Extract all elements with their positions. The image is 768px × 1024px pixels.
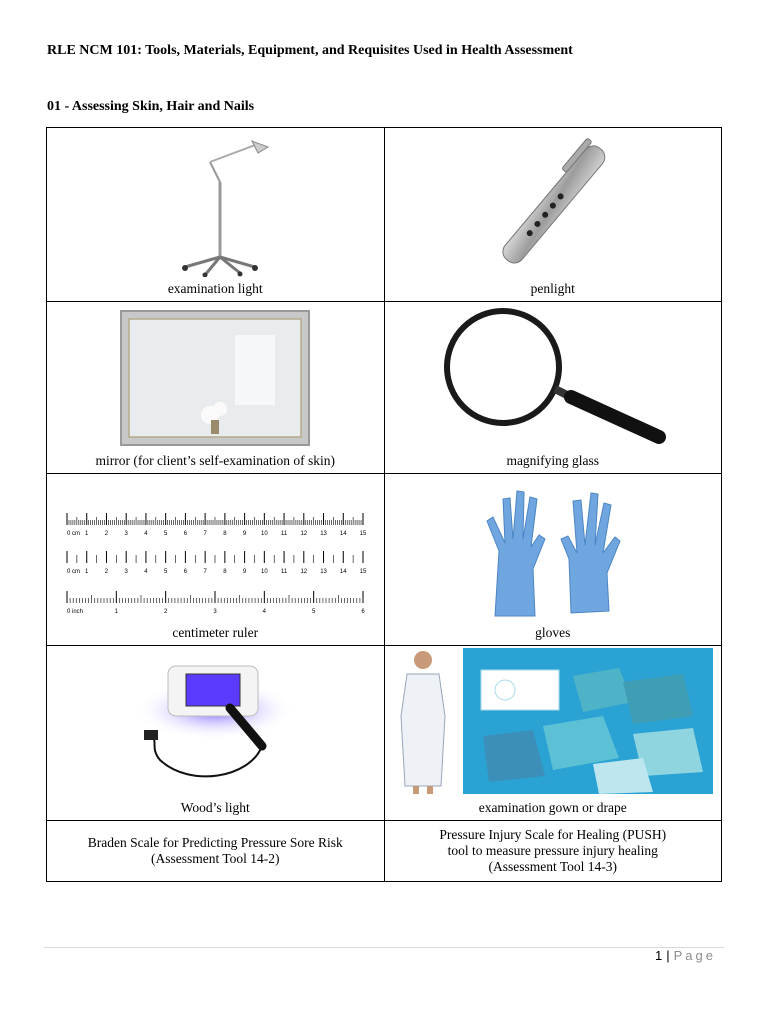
page-number: 1 (655, 948, 663, 963)
cm-scale-coarse (67, 551, 367, 575)
page-label: Page (673, 948, 716, 963)
ruler-tick-label: 5 (312, 609, 316, 615)
tool-caption: magnifying glass (506, 453, 600, 468)
ruler-tick-label: 5 (164, 531, 168, 537)
ruler-tick-label: 9 (243, 531, 247, 537)
tool-cell-examination-light (47, 128, 385, 302)
tool-caption: penlight (530, 281, 575, 296)
mirror-image (115, 305, 315, 449)
ruler-tick-label: 6 (361, 609, 365, 615)
ruler-tick-label: 4 (144, 569, 148, 575)
ruler-tick-label: 0 cm (67, 531, 81, 537)
ruler-tick-label: 14 (340, 531, 347, 537)
tool-cell-mirror (47, 302, 385, 474)
braden-scale-text: Braden Scale for Predicting Pressure Sore Risk (Assessment Tool 14-2) (87, 835, 343, 866)
ruler-tick-label: 15 (359, 569, 367, 575)
section-heading: 01 - Assessing Skin, Hair and Nails (47, 99, 255, 114)
ruler-tick-label: 11 (281, 569, 288, 575)
ruler-tick-label: 6 (183, 531, 188, 537)
tool-caption: Wood’s light (180, 800, 250, 815)
ruler-tick-label: 7 (203, 531, 208, 537)
penlight-image (468, 137, 638, 277)
tool-caption: gloves (535, 625, 571, 640)
ruler-tick-label: 5 (164, 569, 168, 575)
magnifying-glass-image (433, 305, 673, 449)
ruler-tick-label: 14 (340, 569, 347, 575)
ruler-tick-label: 1 (85, 569, 89, 575)
ruler-tick-label: 4 (262, 609, 267, 615)
push-tool-text: Pressure Injury Scale for Healing (PUSH) tool to measure pressure injury healing (Assessment Tool 14-3) (439, 827, 667, 874)
ruler-tick-label: 0 inch (67, 609, 84, 615)
cm-scale-fine (67, 513, 367, 537)
tool-caption: centimeter ruler (172, 625, 259, 640)
footer-divider (44, 947, 724, 948)
table-row (47, 128, 722, 302)
tools-table (46, 127, 722, 882)
ruler-tick-label: 15 (359, 531, 367, 537)
ruler-tick-label: 10 (261, 569, 268, 575)
ruler-tick-label: 2 (105, 569, 109, 575)
push-tool-cell (384, 821, 722, 882)
woods-light-image (130, 648, 300, 796)
table-row (47, 474, 722, 646)
tool-cell-gloves (384, 474, 722, 646)
tool-cell-magnifying-glass (384, 302, 722, 474)
table-row (47, 646, 722, 821)
document-title: RLE NCM 101: Tools, Materials, Equipment, and Requisites Used in Health Assessment (47, 43, 573, 58)
ruler-tick-label: 1 (114, 609, 119, 615)
ruler-tick-label: 2 (105, 531, 109, 537)
examination-light-image (140, 137, 290, 277)
centimeter-ruler-image (55, 501, 375, 621)
page-footer (655, 948, 716, 963)
ruler-tick-label: 10 (261, 531, 268, 537)
tool-caption: mirror (for client’s self-examination of skin) (95, 453, 336, 468)
ruler-tick-label: 3 (124, 531, 129, 537)
tool-caption: examination gown or drape (478, 800, 627, 815)
ruler-tick-label: 12 (300, 569, 308, 575)
ruler-tick-label: 6 (183, 569, 188, 575)
ruler-tick-label: 3 (124, 569, 129, 575)
inch-scale (67, 591, 365, 615)
ruler-tick-label: 0 cm (67, 569, 81, 575)
tool-cell-woods-light (47, 646, 385, 821)
ruler-tick-label: 2 (164, 609, 168, 615)
tool-cell-penlight (384, 128, 722, 302)
tool-caption: examination light (167, 281, 263, 296)
ruler-tick-label: 13 (320, 531, 328, 537)
ruler-tick-label: 7 (203, 569, 208, 575)
ruler-tick-label: 12 (300, 531, 308, 537)
ruler-tick-label: 9 (243, 569, 247, 575)
ruler-tick-label: 3 (213, 609, 217, 615)
braden-scale-cell (47, 821, 385, 882)
ruler-tick-label: 8 (223, 569, 227, 575)
tool-cell-centimeter-ruler (47, 474, 385, 646)
ruler-tick-label: 8 (223, 531, 227, 537)
table-row (47, 821, 722, 882)
ruler-tick-label: 11 (281, 531, 288, 537)
ruler-tick-label: 1 (85, 531, 89, 537)
tool-cell-examination-gown (384, 646, 722, 821)
ruler-tick-label: 13 (320, 569, 328, 575)
gloves-image (473, 481, 633, 621)
footer-separator: | (666, 948, 670, 963)
examination-gown-image (393, 646, 713, 796)
ruler-tick-label: 4 (144, 531, 148, 537)
table-row (47, 302, 722, 474)
